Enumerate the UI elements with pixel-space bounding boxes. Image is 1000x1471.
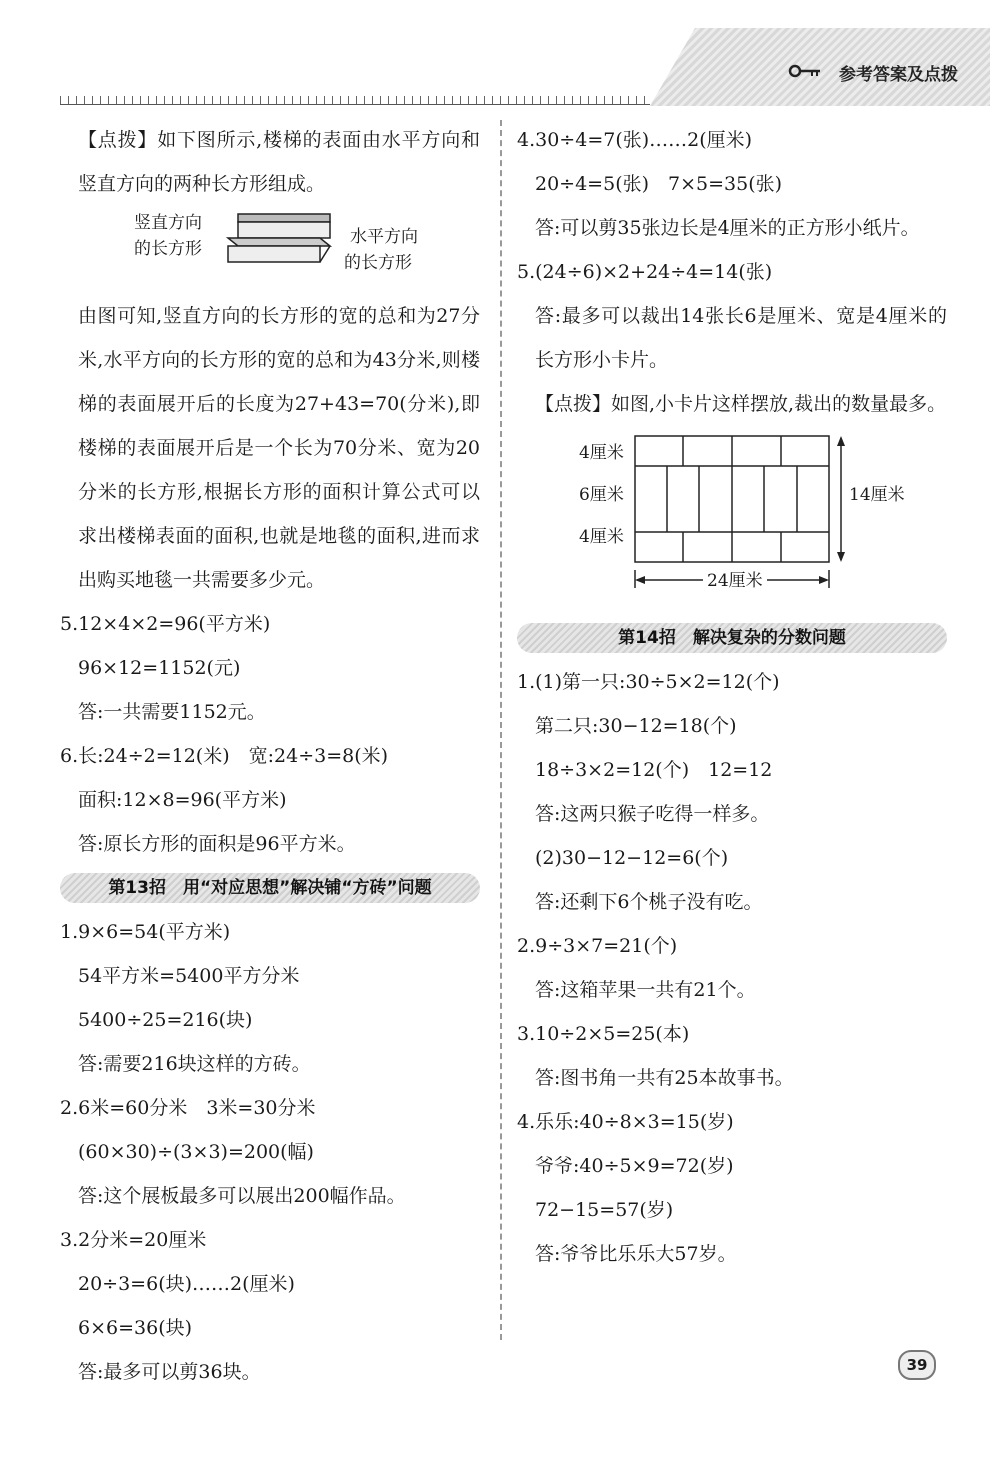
label-horizontal-1: 水平方向 [350,227,418,247]
s13-q2-line-1: 2.6米=60分米 3米=30分米 [60,1097,316,1119]
header-ruler [60,92,650,105]
q6-line-1: 6.长:24÷2=12(米) 宽:24÷3=8(米) [60,745,389,767]
s14-q2-answer: 答:这箱苹果一共有21个。 [535,979,756,1001]
width-label: 24厘米 [703,566,767,591]
header-title: 参考答案及点拨 [839,65,958,85]
section-14-title: 第14招 解决复杂的分数问题 [517,623,947,653]
r-q4-line-1: 4.30÷4=7(张)……2(厘米) [517,129,753,151]
s14-q4-line-3: 72−15=57(岁) [535,1199,674,1221]
s14-q1-line-1: 1.(1)第一只:30÷5×2=12(个) [517,671,780,693]
card-grid [633,434,903,594]
row-label-3: 4厘米 [579,527,624,547]
right-column [517,118,947,1276]
hint-paragraph: 【点拨】如下图所示,楼梯的表面由水平方向和竖直方向的两种长方形组成。 [78,129,480,195]
label-vertical-2: 的长方形 [134,239,202,259]
s14-q4-line-1: 4.乐乐:40÷8×3=15(岁) [517,1111,734,1133]
stair-shape [220,210,340,270]
label-vertical-1: 竖直方向 [134,213,202,233]
s13-q3-line-3: 6×6=36(块) [78,1317,193,1339]
s13-q2-line-2: (60×30)÷(3×3)=200(幅) [78,1141,314,1163]
q5-answer: 答:一共需要1152元。 [78,701,266,723]
s14-q1-line-4: (2)30−12−12=6(个) [535,847,729,869]
s14-q1-answer-2: 答:还剩下6个桃子没有吃。 [535,891,763,913]
q6-line-2: 面积:12×8=96(平方米) [78,789,287,811]
s13-q1-line-2: 54平方米=5400平方分米 [78,965,300,987]
q6-answer: 答:原长方形的面积是96平方米。 [78,833,356,855]
row-label-2: 6厘米 [579,485,624,505]
s13-q1-line-1: 1.9×6=54(平方米) [60,921,231,943]
stair-diagram [60,206,480,294]
s13-q3-answer: 答:最多可以剪36块。 [78,1361,261,1383]
page-number: 39 [898,1350,936,1380]
s14-q3-line-1: 3.10÷2×5=25(本) [517,1023,690,1045]
r-q4-line-2: 20÷4=5(张) 7×5=35(张) [535,173,783,195]
q5-line-2: 96×12=1152(元) [78,657,241,679]
s13-q1-line-3: 5400÷25=216(块) [78,1009,253,1031]
r-q5-hint: 【点拨】如图,小卡片这样摆放,裁出的数量最多。 [535,393,947,415]
s13-q2-answer: 答:这个展板最多可以展出200幅作品。 [78,1185,406,1207]
r-q4-answer: 答:可以剪35张边长是4厘米的正方形小纸片。 [535,217,920,239]
s14-q1-answer-1: 答:这两只猴子吃得一样多。 [535,803,770,825]
s14-q1-line-3: 18÷3×2=12(个) 12=12 [535,759,773,781]
s14-q4-line-2: 爷爷:40÷5×9=72(岁) [535,1155,734,1177]
s13-q3-line-2: 20÷3=6(块)……2(厘米) [78,1273,295,1295]
card-layout-diagram [517,426,947,616]
s14-q4-answer: 答:爷爷比乐乐大57岁。 [535,1243,737,1265]
left-column [60,118,480,1394]
explain-paragraph: 由图可知,竖直方向的长方形的宽的总和为27分米,水平方向的长方形的宽的总和为43分米,则楼梯的表面展开后的长度为27+43=70(分米),即楼梯的表面展开后是一个长为70分米、宽为20分米的长方形,根据长方形的面积计算公式可以求出楼梯表面的面积,也就是地毯的面积,进而求出购买地毯一共需要多少元。 [78,305,480,591]
s13-q1-answer: 答:需要216块这样的方砖。 [78,1053,311,1075]
label-horizontal-2: 的长方形 [344,253,412,273]
q5-line-1: 5.12×4×2=96(平方米) [60,613,271,635]
r-q5-answer: 答:最多可以裁出14张长6是厘米、宽是4厘米的长方形小卡片。 [535,305,947,371]
s14-q2-line-1: 2.9÷3×7=21(个) [517,935,678,957]
height-label: 14厘米 [849,485,905,505]
section-13-title: 第13招 用“对应思想”解决铺“方砖”问题 [60,873,480,903]
s14-q1-line-2: 第二只:30−12=18(个) [535,715,737,737]
s13-q3-line-1: 3.2分米=20厘米 [60,1229,207,1251]
key-icon [788,64,822,78]
row-label-1: 4厘米 [579,443,624,463]
s14-q3-answer: 答:图书角一共有25本故事书。 [535,1067,794,1089]
r-q5-line-1: 5.(24÷6)×2+24÷4=14(张) [517,261,773,283]
column-divider [500,120,502,1340]
